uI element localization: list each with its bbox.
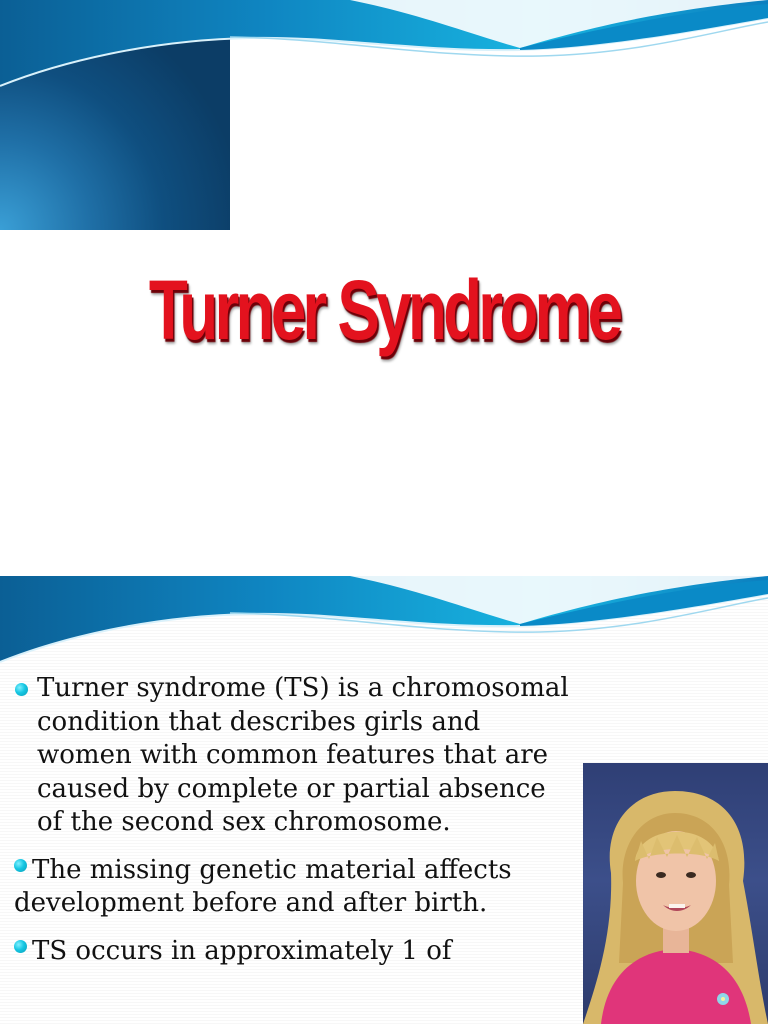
bullet-item	[14, 854, 574, 921]
bullet-item	[14, 672, 574, 840]
bullet-dot-icon	[15, 683, 28, 696]
bullet-item	[14, 935, 574, 969]
slide-separator	[0, 562, 768, 576]
bullet-list	[14, 672, 574, 982]
bullet-text: The missing genetic material affects development before and after birth.	[14, 854, 512, 918]
bullet-dot-icon	[14, 940, 27, 953]
slide-title: Turner Syndrome	[148, 263, 620, 357]
header-wave-decoration	[0, 0, 768, 90]
bullet-dot-icon	[14, 859, 27, 872]
bullet-text: Turner syndrome (TS) is a chromosomal condition that describes girls and women with common features that are caused by complete or partial absence of the second sex chromosome.	[37, 673, 569, 837]
header-wave-decoration	[0, 576, 768, 666]
content-slide	[0, 576, 768, 1024]
girl-photo	[583, 763, 768, 1024]
bullet-text: TS occurs in approximately 1 of	[32, 935, 452, 966]
